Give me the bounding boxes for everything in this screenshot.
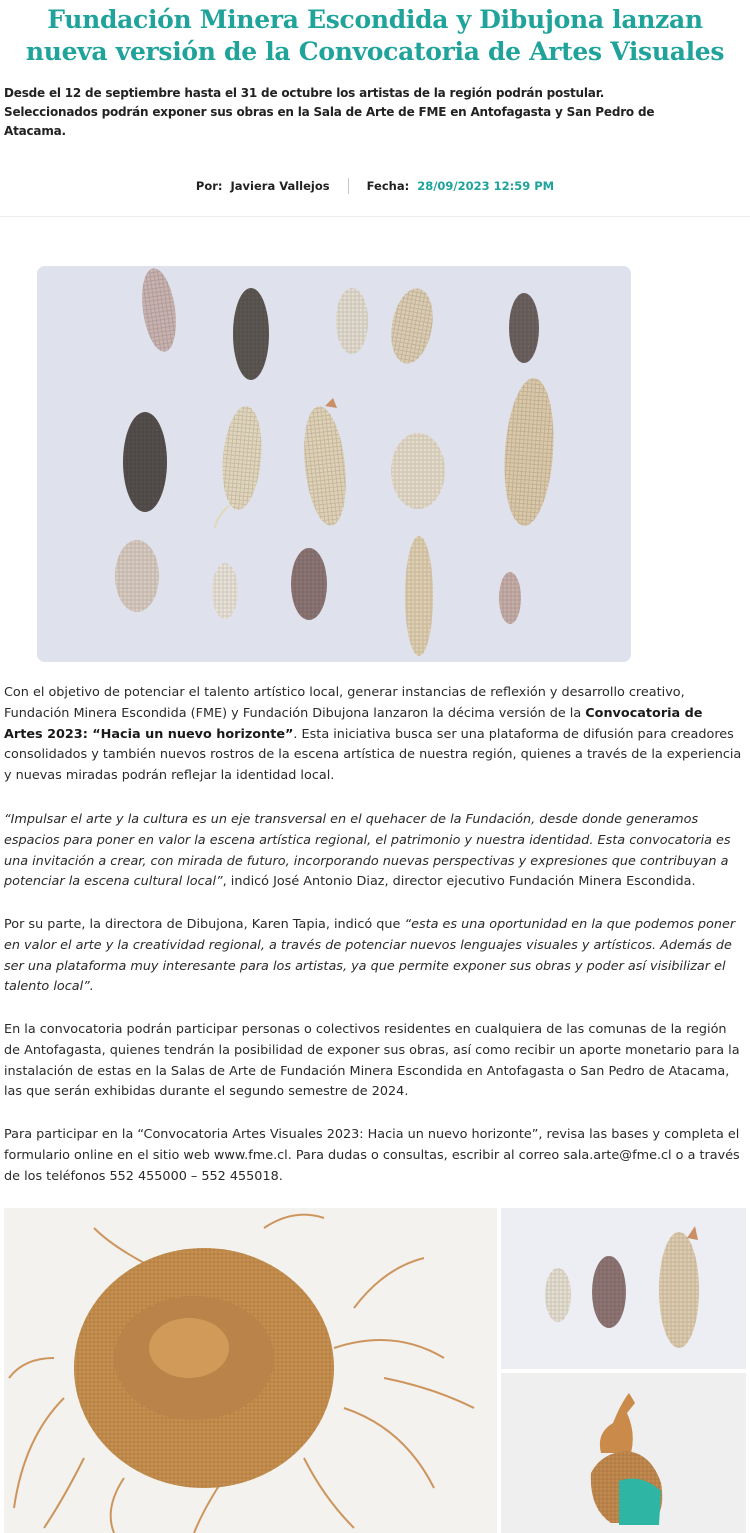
meta-divider xyxy=(348,178,349,194)
paragraph-5: Para participar en la “Convocatoria Artes Visuales 2023: Hacia un nuevo horizonte”, revisa las bases y completa el formulario online en el sitio web www.fme.cl. Para dudas o consultas, escribir al correo sala.arte@fme.cl o a través de los teléfonos 552 455000 – 552 455018. xyxy=(4,1127,740,1184)
gallery-image-woven-nest[interactable] xyxy=(4,1208,497,1533)
pod-11 xyxy=(115,540,159,612)
article-title xyxy=(0,4,750,68)
title-line-1: Fundación Minera Escondida y Dibujona lanzan xyxy=(47,5,703,34)
header-divider xyxy=(0,216,750,217)
article-meta xyxy=(0,176,750,196)
paragraph-1 xyxy=(4,683,744,787)
pod-9 xyxy=(391,433,445,509)
p2-attribution: , indicó José Antonio Diaz, director ejecutivo Fundación Minera Escondida. xyxy=(222,874,696,890)
author-label: Por: xyxy=(195,179,223,193)
gallery-image-three-pods[interactable] xyxy=(501,1208,746,1369)
pod-2 xyxy=(233,288,269,380)
pod-14 xyxy=(405,536,433,656)
pod-3 xyxy=(336,288,368,354)
author-name[interactable]: Javiera Vallejos xyxy=(230,179,330,193)
subtitle-line-3: Atacama. xyxy=(4,124,66,138)
pod-6 xyxy=(123,412,167,512)
pod-13 xyxy=(291,548,327,620)
p3-quote: “esta es una oportunidad en la que podemos poner en valor el arte y la creatividad regional, a través de potenciar nuevos lenguajes visuales y artísticos. Además de ser una plataforma muy interesante para los artistas, ya que permite exponer sus obras y poder así visibilizar el talento local”. xyxy=(4,917,736,995)
paragraph-4: En la convocatoria podrán participar personas o colectivos residentes en cualquiera de las comunas de la región de Antofagasta, quienes tendrán la posibilidad de exponer sus obras, así como recibir un aporte monetario para la instalación de estas en la Salas de Arte de Fundación Minera Escondida en Antofagasta o San Pedro de Atacama, las que serán exhibidas durante el segundo semestre de 2024. xyxy=(4,1022,740,1100)
gallery-image-woven-figure[interactable] xyxy=(501,1373,746,1533)
paragraph-2 xyxy=(4,810,744,893)
paragraph-3 xyxy=(4,915,744,998)
pod-5 xyxy=(509,293,539,363)
p3-text: Por su parte, la directora de Dibujona, Karen Tapia, indicó que xyxy=(4,917,405,932)
p1-text-a: Con el objetivo de potenciar el talento artístico local, generar instancias de reflexión y desarrollo creativo, Fundación Minera Escondida (FME) y Fundación Dibujona lanzaron la décima versión de la xyxy=(4,685,685,721)
date-label: Fecha: xyxy=(366,179,410,193)
subtitle-line-2: Seleccionados podrán exponer sus obras en la Sala de Arte de FME en Antofagasta y San Pedro de xyxy=(4,105,655,119)
p2-quote: “Impulsar el arte y la cultura es un eje transversal en el quehacer de la Fundación, desde donde generamos espacios para poner en valor la escena artística regional, el patrimonio y nuestra identidad. Esta convocatoria es una invitación a crear, con mirada de futuro, incorporando nuevas perspectivas y expresiones que contribuyan a potenciar la escena cultural local” xyxy=(4,812,731,890)
publish-date: 28/09/2023 12:59 PM xyxy=(417,179,555,193)
pod-12 xyxy=(212,563,238,619)
pod-15 xyxy=(499,572,521,624)
p1-text-b: . Esta iniciativa busca ser una plataforma de difusión para creadores consolidados y también nuevos rostros de la escena artística de nuestra región, quienes a través de la experiencia y nuevas miradas podrán reflejar la identidad local. xyxy=(4,726,742,784)
subtitle-line-1: Desde el 12 de septiembre hasta el 31 de octubre los artistas de la región podrán postular. xyxy=(4,86,605,100)
title-line-2: nueva versión de la Convocatoria de Artes Visuales xyxy=(25,37,725,66)
p1-bold-title: Convocatoria de Artes 2023: “Hacia un nuevo horizonte” xyxy=(4,705,703,742)
hero-image-woven-pods[interactable] xyxy=(37,266,631,662)
article-subtitle xyxy=(4,84,664,141)
